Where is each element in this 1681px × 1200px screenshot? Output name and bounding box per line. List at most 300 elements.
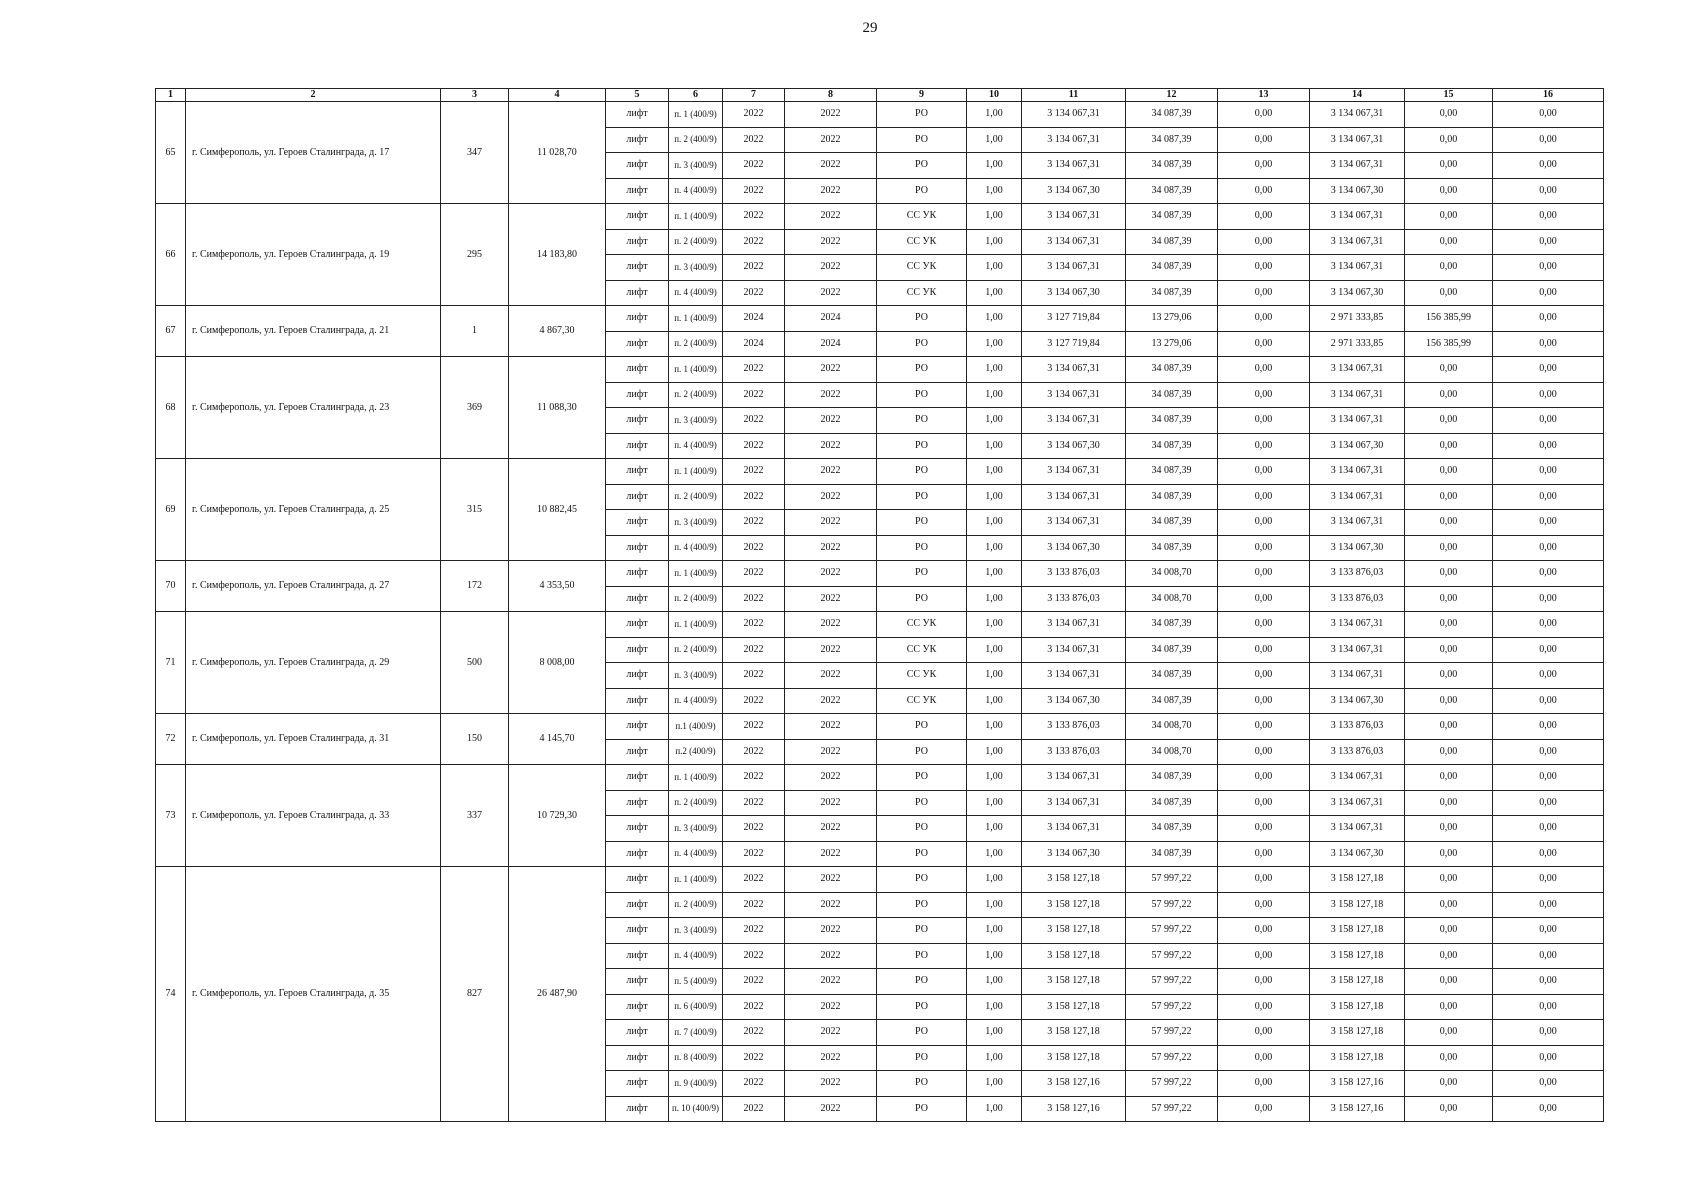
column-header: 5 — [606, 89, 669, 102]
area-cell: 8 008,00 — [509, 612, 606, 714]
quantity: 1,00 — [967, 663, 1022, 689]
cost-col-12: 34 087,39 — [1126, 433, 1218, 459]
cost-col-12: 34 087,39 — [1126, 510, 1218, 536]
element-type: лифт — [606, 204, 669, 230]
entrance: п. 2 (400/9) — [669, 892, 723, 918]
cost-col-16: 0,00 — [1493, 892, 1604, 918]
quantity: 1,00 — [967, 357, 1022, 383]
total-cost: 3 134 067,31 — [1022, 382, 1126, 408]
entrance: п. 1 (400/9) — [669, 561, 723, 587]
total-cost: 3 134 067,31 — [1022, 637, 1126, 663]
element-type: лифт — [606, 688, 669, 714]
table-row — [156, 867, 1604, 893]
funding-source: СС УК — [877, 204, 967, 230]
total-cost: 3 134 067,31 — [1022, 459, 1126, 485]
total-cost: 3 134 067,31 — [1022, 612, 1126, 638]
element-type: лифт — [606, 765, 669, 791]
element-type: лифт — [606, 433, 669, 459]
year-start: 2022 — [723, 535, 785, 561]
table-row — [156, 612, 1604, 638]
entrance: п. 3 (400/9) — [669, 153, 723, 179]
quantity: 1,00 — [967, 408, 1022, 434]
cost-col-16: 0,00 — [1493, 739, 1604, 765]
funding-source: СС УК — [877, 637, 967, 663]
year-end: 2022 — [785, 765, 877, 791]
cost-col-15: 0,00 — [1405, 994, 1493, 1020]
funding-source: СС УК — [877, 688, 967, 714]
cost-col-12: 34 087,39 — [1126, 612, 1218, 638]
cost-col-15: 0,00 — [1405, 1071, 1493, 1097]
element-type: лифт — [606, 382, 669, 408]
column-header: 7 — [723, 89, 785, 102]
element-type: лифт — [606, 1020, 669, 1046]
cost-col-14: 3 134 067,31 — [1310, 765, 1405, 791]
cost-col-14: 3 134 067,30 — [1310, 178, 1405, 204]
year-end: 2022 — [785, 408, 877, 434]
year-start: 2022 — [723, 841, 785, 867]
cost-col-14: 3 134 067,30 — [1310, 688, 1405, 714]
quantity: 1,00 — [967, 229, 1022, 255]
col-3-cell: 1 — [441, 306, 509, 357]
year-end: 2022 — [785, 255, 877, 281]
year-start: 2022 — [723, 255, 785, 281]
cost-col-14: 3 134 067,31 — [1310, 612, 1405, 638]
col-3-cell: 369 — [441, 357, 509, 459]
year-start: 2022 — [723, 102, 785, 128]
quantity: 1,00 — [967, 1071, 1022, 1097]
total-cost: 3 134 067,30 — [1022, 688, 1126, 714]
cost-col-13: 0,00 — [1218, 510, 1310, 536]
total-cost: 3 134 067,31 — [1022, 484, 1126, 510]
cost-col-13: 0,00 — [1218, 1020, 1310, 1046]
entrance: п.2 (400/9) — [669, 739, 723, 765]
year-start: 2022 — [723, 1071, 785, 1097]
cost-col-13: 0,00 — [1218, 561, 1310, 587]
address-cell: г. Симферополь, ул. Героев Сталинграда, д. 35 — [186, 867, 441, 1122]
cost-col-13: 0,00 — [1218, 255, 1310, 281]
year-end: 2022 — [785, 153, 877, 179]
cost-col-14: 3 134 067,31 — [1310, 637, 1405, 663]
cost-col-16: 0,00 — [1493, 204, 1604, 230]
cost-col-15: 0,00 — [1405, 943, 1493, 969]
cost-col-15: 0,00 — [1405, 892, 1493, 918]
total-cost: 3 133 876,03 — [1022, 739, 1126, 765]
cost-col-16: 0,00 — [1493, 382, 1604, 408]
year-end: 2022 — [785, 816, 877, 842]
cost-col-13: 0,00 — [1218, 331, 1310, 357]
cost-col-12: 34 087,39 — [1126, 382, 1218, 408]
entrance: п. 2 (400/9) — [669, 331, 723, 357]
quantity: 1,00 — [967, 484, 1022, 510]
row-number: 65 — [156, 102, 186, 204]
year-end: 2022 — [785, 663, 877, 689]
quantity: 1,00 — [967, 1045, 1022, 1071]
cost-col-15: 0,00 — [1405, 255, 1493, 281]
element-type: лифт — [606, 127, 669, 153]
cost-col-15: 0,00 — [1405, 561, 1493, 587]
quantity: 1,00 — [967, 433, 1022, 459]
entrance: п. 3 (400/9) — [669, 510, 723, 536]
cost-col-13: 0,00 — [1218, 969, 1310, 995]
year-start: 2022 — [723, 357, 785, 383]
cost-col-14: 2 971 333,85 — [1310, 331, 1405, 357]
entrance: п. 1 (400/9) — [669, 204, 723, 230]
year-start: 2022 — [723, 280, 785, 306]
total-cost: 3 134 067,30 — [1022, 178, 1126, 204]
year-start: 2022 — [723, 739, 785, 765]
funding-source: СС УК — [877, 663, 967, 689]
quantity: 1,00 — [967, 739, 1022, 765]
year-start: 2022 — [723, 459, 785, 485]
entrance: п. 3 (400/9) — [669, 663, 723, 689]
cost-col-12: 34 087,39 — [1126, 688, 1218, 714]
year-end: 2022 — [785, 229, 877, 255]
year-start: 2022 — [723, 408, 785, 434]
table-body — [156, 89, 1604, 1122]
cost-col-16: 0,00 — [1493, 969, 1604, 995]
column-header: 13 — [1218, 89, 1310, 102]
cost-col-16: 0,00 — [1493, 306, 1604, 332]
col-3-cell: 315 — [441, 459, 509, 561]
address-cell: г. Симферополь, ул. Героев Сталинграда, д. 23 — [186, 357, 441, 459]
funding-source: РО — [877, 816, 967, 842]
cost-col-12: 57 997,22 — [1126, 892, 1218, 918]
header-row — [156, 89, 1604, 102]
col-3-cell: 295 — [441, 204, 509, 306]
cost-col-13: 0,00 — [1218, 918, 1310, 944]
cost-col-14: 3 134 067,31 — [1310, 816, 1405, 842]
funding-source: РО — [877, 484, 967, 510]
column-header: 9 — [877, 89, 967, 102]
quantity: 1,00 — [967, 612, 1022, 638]
cost-col-14: 3 133 876,03 — [1310, 586, 1405, 612]
area-cell: 10 729,30 — [509, 765, 606, 867]
total-cost: 3 127 719,84 — [1022, 306, 1126, 332]
cost-col-16: 0,00 — [1493, 357, 1604, 383]
cost-col-15: 0,00 — [1405, 408, 1493, 434]
col-3-cell: 172 — [441, 561, 509, 612]
year-start: 2022 — [723, 688, 785, 714]
year-end: 2022 — [785, 943, 877, 969]
entrance: п. 3 (400/9) — [669, 816, 723, 842]
quantity: 1,00 — [967, 969, 1022, 995]
cost-col-12: 34 087,39 — [1126, 178, 1218, 204]
cost-col-13: 0,00 — [1218, 714, 1310, 740]
cost-col-12: 57 997,22 — [1126, 1096, 1218, 1122]
cost-col-16: 0,00 — [1493, 178, 1604, 204]
cost-col-15: 156 385,99 — [1405, 306, 1493, 332]
cost-col-13: 0,00 — [1218, 127, 1310, 153]
cost-col-13: 0,00 — [1218, 688, 1310, 714]
year-start: 2022 — [723, 484, 785, 510]
entrance: п. 7 (400/9) — [669, 1020, 723, 1046]
total-cost: 3 134 067,30 — [1022, 280, 1126, 306]
element-type: лифт — [606, 484, 669, 510]
funding-source: РО — [877, 841, 967, 867]
element-type: лифт — [606, 714, 669, 740]
cost-col-15: 0,00 — [1405, 280, 1493, 306]
cost-col-14: 3 158 127,18 — [1310, 867, 1405, 893]
row-number: 72 — [156, 714, 186, 765]
cost-col-15: 0,00 — [1405, 382, 1493, 408]
cost-col-12: 34 087,39 — [1126, 127, 1218, 153]
quantity: 1,00 — [967, 765, 1022, 791]
cost-col-16: 0,00 — [1493, 484, 1604, 510]
cost-col-12: 34 087,39 — [1126, 255, 1218, 281]
cost-col-12: 34 087,39 — [1126, 102, 1218, 128]
entrance: п. 3 (400/9) — [669, 918, 723, 944]
entrance: п. 2 (400/9) — [669, 127, 723, 153]
cost-col-12: 57 997,22 — [1126, 994, 1218, 1020]
entrance: п. 1 (400/9) — [669, 306, 723, 332]
entrance: п. 1 (400/9) — [669, 102, 723, 128]
element-type: лифт — [606, 510, 669, 536]
year-end: 2022 — [785, 790, 877, 816]
cost-col-12: 34 087,39 — [1126, 663, 1218, 689]
cost-col-14: 3 134 067,31 — [1310, 382, 1405, 408]
total-cost: 3 158 127,18 — [1022, 867, 1126, 893]
total-cost: 3 134 067,31 — [1022, 510, 1126, 536]
quantity: 1,00 — [967, 892, 1022, 918]
element-type: лифт — [606, 867, 669, 893]
element-type: лифт — [606, 943, 669, 969]
table-row — [156, 357, 1604, 383]
quantity: 1,00 — [967, 255, 1022, 281]
year-end: 2022 — [785, 484, 877, 510]
year-start: 2022 — [723, 510, 785, 536]
entrance: п. 9 (400/9) — [669, 1071, 723, 1097]
quantity: 1,00 — [967, 204, 1022, 230]
element-type: лифт — [606, 459, 669, 485]
cost-col-12: 34 087,39 — [1126, 535, 1218, 561]
cost-col-15: 0,00 — [1405, 739, 1493, 765]
year-end: 2022 — [785, 357, 877, 383]
table-row — [156, 102, 1604, 128]
cost-col-14: 3 134 067,31 — [1310, 204, 1405, 230]
year-end: 2024 — [785, 306, 877, 332]
element-type: лифт — [606, 994, 669, 1020]
year-end: 2022 — [785, 1096, 877, 1122]
cost-col-14: 3 134 067,31 — [1310, 127, 1405, 153]
year-end: 2022 — [785, 586, 877, 612]
year-start: 2022 — [723, 918, 785, 944]
cost-col-12: 34 087,39 — [1126, 229, 1218, 255]
cost-col-14: 2 971 333,85 — [1310, 306, 1405, 332]
cost-col-16: 0,00 — [1493, 127, 1604, 153]
cost-col-12: 57 997,22 — [1126, 943, 1218, 969]
entrance: п. 2 (400/9) — [669, 484, 723, 510]
cost-col-12: 34 008,70 — [1126, 586, 1218, 612]
entrance: п. 4 (400/9) — [669, 943, 723, 969]
cost-col-15: 0,00 — [1405, 510, 1493, 536]
element-type: лифт — [606, 663, 669, 689]
address-cell: г. Симферополь, ул. Героев Сталинграда, д. 33 — [186, 765, 441, 867]
cost-col-16: 0,00 — [1493, 535, 1604, 561]
cost-col-14: 3 134 067,31 — [1310, 510, 1405, 536]
cost-col-15: 0,00 — [1405, 153, 1493, 179]
cost-col-13: 0,00 — [1218, 994, 1310, 1020]
area-cell: 26 487,90 — [509, 867, 606, 1122]
cost-col-12: 34 087,39 — [1126, 765, 1218, 791]
cost-col-16: 0,00 — [1493, 408, 1604, 434]
cost-col-16: 0,00 — [1493, 918, 1604, 944]
year-end: 2022 — [785, 1045, 877, 1071]
element-type: лифт — [606, 790, 669, 816]
cost-col-13: 0,00 — [1218, 382, 1310, 408]
cost-col-15: 0,00 — [1405, 484, 1493, 510]
entrance: п. 1 (400/9) — [669, 612, 723, 638]
funding-source: РО — [877, 535, 967, 561]
year-start: 2022 — [723, 969, 785, 995]
cost-col-15: 0,00 — [1405, 1045, 1493, 1071]
quantity: 1,00 — [967, 1020, 1022, 1046]
area-cell: 4 867,30 — [509, 306, 606, 357]
cost-col-15: 0,00 — [1405, 204, 1493, 230]
element-type: лифт — [606, 841, 669, 867]
element-type: лифт — [606, 357, 669, 383]
funding-source: РО — [877, 382, 967, 408]
quantity: 1,00 — [967, 561, 1022, 587]
cost-col-13: 0,00 — [1218, 943, 1310, 969]
area-cell: 10 882,45 — [509, 459, 606, 561]
year-start: 2022 — [723, 867, 785, 893]
quantity: 1,00 — [967, 688, 1022, 714]
row-number: 70 — [156, 561, 186, 612]
cost-col-14: 3 134 067,31 — [1310, 229, 1405, 255]
cost-col-12: 57 997,22 — [1126, 1071, 1218, 1097]
year-start: 2024 — [723, 331, 785, 357]
column-header: 2 — [186, 89, 441, 102]
total-cost: 3 134 067,31 — [1022, 255, 1126, 281]
funding-source: РО — [877, 357, 967, 383]
cost-col-16: 0,00 — [1493, 1045, 1604, 1071]
cost-col-15: 0,00 — [1405, 969, 1493, 995]
element-type: лифт — [606, 1071, 669, 1097]
total-cost: 3 158 127,16 — [1022, 1096, 1126, 1122]
cost-col-16: 0,00 — [1493, 943, 1604, 969]
quantity: 1,00 — [967, 994, 1022, 1020]
funding-source: РО — [877, 739, 967, 765]
element-type: лифт — [606, 816, 669, 842]
cost-col-14: 3 134 067,31 — [1310, 357, 1405, 383]
col-3-cell: 150 — [441, 714, 509, 765]
table-row — [156, 765, 1604, 791]
funding-source: РО — [877, 102, 967, 128]
column-header: 16 — [1493, 89, 1604, 102]
element-type: лифт — [606, 612, 669, 638]
element-type: лифт — [606, 153, 669, 179]
area-cell: 4 145,70 — [509, 714, 606, 765]
cost-col-13: 0,00 — [1218, 408, 1310, 434]
column-header: 11 — [1022, 89, 1126, 102]
cost-col-12: 34 087,39 — [1126, 204, 1218, 230]
year-start: 2022 — [723, 204, 785, 230]
total-cost: 3 158 127,18 — [1022, 918, 1126, 944]
cost-col-15: 0,00 — [1405, 229, 1493, 255]
entrance: п. 2 (400/9) — [669, 382, 723, 408]
funding-source: РО — [877, 1045, 967, 1071]
year-end: 2022 — [785, 612, 877, 638]
year-start: 2022 — [723, 714, 785, 740]
funding-source: РО — [877, 510, 967, 536]
cost-col-16: 0,00 — [1493, 153, 1604, 179]
cost-col-15: 0,00 — [1405, 688, 1493, 714]
total-cost: 3 134 067,31 — [1022, 229, 1126, 255]
quantity: 1,00 — [967, 586, 1022, 612]
cost-col-12: 34 087,39 — [1126, 153, 1218, 179]
cost-col-13: 0,00 — [1218, 153, 1310, 179]
quantity: 1,00 — [967, 816, 1022, 842]
table-row — [156, 714, 1604, 740]
cost-col-13: 0,00 — [1218, 484, 1310, 510]
total-cost: 3 134 067,31 — [1022, 408, 1126, 434]
row-number: 69 — [156, 459, 186, 561]
cost-col-13: 0,00 — [1218, 663, 1310, 689]
element-type: лифт — [606, 408, 669, 434]
cost-col-15: 0,00 — [1405, 765, 1493, 791]
entrance: п. 4 (400/9) — [669, 841, 723, 867]
address-cell: г. Симферополь, ул. Героев Сталинграда, д. 29 — [186, 612, 441, 714]
funding-source: СС УК — [877, 255, 967, 281]
cost-col-15: 0,00 — [1405, 790, 1493, 816]
cost-col-14: 3 158 127,18 — [1310, 943, 1405, 969]
cost-col-14: 3 134 067,31 — [1310, 790, 1405, 816]
year-end: 2022 — [785, 892, 877, 918]
cost-col-14: 3 133 876,03 — [1310, 561, 1405, 587]
table-row — [156, 561, 1604, 587]
year-end: 2022 — [785, 535, 877, 561]
funding-source: РО — [877, 561, 967, 587]
address-cell: г. Симферополь, ул. Героев Сталинграда, д. 17 — [186, 102, 441, 204]
total-cost: 3 134 067,31 — [1022, 663, 1126, 689]
address-cell: г. Симферополь, ул. Героев Сталинграда, д. 19 — [186, 204, 441, 306]
total-cost: 3 133 876,03 — [1022, 586, 1126, 612]
cost-col-14: 3 133 876,03 — [1310, 714, 1405, 740]
entrance: п. 1 (400/9) — [669, 867, 723, 893]
funding-source: РО — [877, 127, 967, 153]
cost-col-12: 57 997,22 — [1126, 969, 1218, 995]
year-start: 2022 — [723, 892, 785, 918]
cost-col-13: 0,00 — [1218, 612, 1310, 638]
funding-source: РО — [877, 408, 967, 434]
element-type: лифт — [606, 1096, 669, 1122]
element-type: лифт — [606, 637, 669, 663]
total-cost: 3 133 876,03 — [1022, 561, 1126, 587]
cost-col-12: 57 997,22 — [1126, 1045, 1218, 1071]
year-start: 2022 — [723, 943, 785, 969]
entrance: п. 1 (400/9) — [669, 765, 723, 791]
total-cost: 3 134 067,31 — [1022, 765, 1126, 791]
total-cost: 3 134 067,31 — [1022, 102, 1126, 128]
cost-col-15: 0,00 — [1405, 612, 1493, 638]
column-header: 4 — [509, 89, 606, 102]
year-start: 2022 — [723, 561, 785, 587]
cost-col-14: 3 134 067,31 — [1310, 153, 1405, 179]
entrance: п.1 (400/9) — [669, 714, 723, 740]
funding-source: РО — [877, 1096, 967, 1122]
year-start: 2022 — [723, 178, 785, 204]
cost-col-14: 3 134 067,30 — [1310, 535, 1405, 561]
funding-source: РО — [877, 994, 967, 1020]
quantity: 1,00 — [967, 867, 1022, 893]
cost-col-12: 34 008,70 — [1126, 561, 1218, 587]
element-type: лифт — [606, 969, 669, 995]
row-number: 68 — [156, 357, 186, 459]
cost-col-14: 3 134 067,31 — [1310, 408, 1405, 434]
entrance: п. 4 (400/9) — [669, 178, 723, 204]
cost-col-15: 0,00 — [1405, 867, 1493, 893]
cost-col-14: 3 134 067,30 — [1310, 280, 1405, 306]
